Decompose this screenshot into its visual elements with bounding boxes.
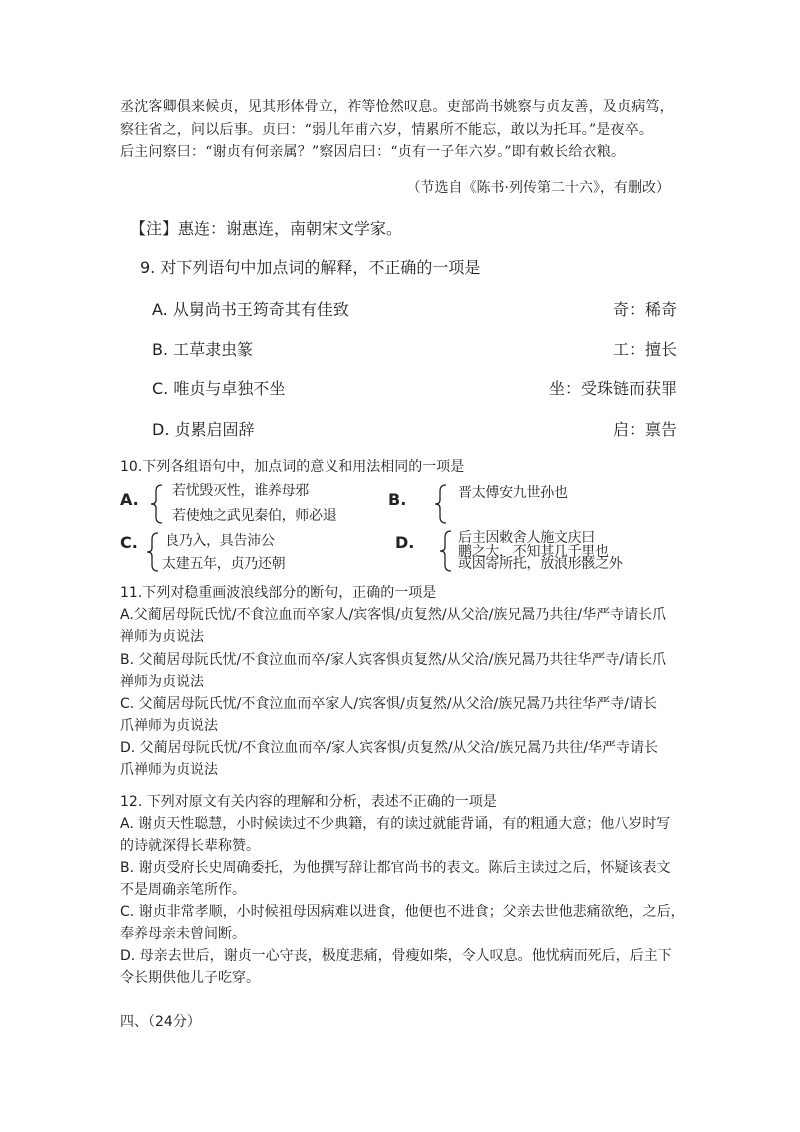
q11-option-a-line-2: 禅师为贞说法 bbox=[120, 629, 204, 645]
q11-option-d-line-2: 爪禅师为贞说法 bbox=[120, 762, 218, 778]
passage-line-2: 察往省之，问以后事。贞曰：“弱儿年甫六岁，情累所不能忘，敢以为托耳。”是夜卒。 bbox=[120, 122, 654, 138]
q10-option-d-line-1: 后主因敕舍人施文庆曰 bbox=[458, 530, 595, 546]
q9-option-b: B. 工草隶虫篆 bbox=[152, 340, 254, 359]
q11-option-b-line-1: B. 父蔺居母阮氏忧/不食泣血而卒/家人宾客惧贞复然/从父洽/族兄暠乃共往华严寺/请长爪 bbox=[120, 652, 667, 668]
q10-stem: 10.下列各组语句中，加点词的意义和用法相同的一项是 bbox=[120, 459, 465, 475]
q10-option-b-brace bbox=[434, 484, 448, 524]
q12-option-d-line-2: 令长期供他儿子吃穿。 bbox=[120, 970, 260, 986]
q9-option-c-gloss: 坐：受珠链而获罪 bbox=[548, 379, 677, 398]
q10-option-d-line-2: 鹏之大，不知其几千里也 bbox=[458, 544, 609, 560]
q10-option-c-line-1: 良乃入，具告沛公 bbox=[165, 533, 275, 549]
q11-option-c-line-1: C. 父蔺居母阮氏忧/不食泣血而卒家人/宾客惧/贞复然/从父洽/族兄暠乃共往华严寺/请长 bbox=[120, 696, 657, 712]
q12-option-a-line-2: 的诗就深得长辈称赞。 bbox=[120, 838, 260, 854]
q11-option-d-line-1: D. 父蔺居母阮氏忧/不食泣血而卒/家人宾客惧/贞复然/从父洽/族兄暠乃共往/华严寺请长 bbox=[120, 740, 658, 756]
q10-option-b-line-1: 晋太傅安九世孙也 bbox=[458, 485, 568, 501]
passage-line-3: 后主问察曰：“谢贞有何亲属？”察因启曰：“贞有一子年六岁。”即有敕长给衣粮。 bbox=[120, 144, 626, 160]
q11-stem: 11.下列对稳重画波浪线部分的断句，正确的一项是 bbox=[120, 585, 437, 601]
q9-option-d: D. 贞累启固辞 bbox=[152, 420, 255, 439]
q9-option-a: A. 从舅尚书王筠奇其有佳致 bbox=[152, 300, 349, 319]
q10-option-a-brace bbox=[150, 484, 164, 524]
annotation-note: 【注】惠连：谢惠连，南朝宋文学家。 bbox=[130, 219, 403, 238]
q9-option-d-gloss: 启：禀告 bbox=[612, 420, 677, 439]
q9-option-b-gloss: 工：擅长 bbox=[612, 340, 677, 359]
q10-option-a-line-2: 若使烛之武见秦伯，师必退 bbox=[172, 508, 337, 524]
q12-option-a-line-1: A. 谢贞天性聪慧，小时候读过不少典籍，有的读过就能背诵，有的粗通大意；他八岁时写 bbox=[120, 816, 671, 832]
source-citation: （节选自《陈书·列传第二十六》，有删改） bbox=[406, 180, 670, 196]
section-4-heading: 四、（24分） bbox=[120, 1014, 201, 1030]
q11-option-a-line-1: A.父蔺居母阮氏忧/不食泣血而卒家人/宾客惧/贞复然/从父洽/族兄暠乃共往/华严寺请长爪 bbox=[120, 607, 667, 623]
passage-line-1: 丞沈客卿俱来候贞，见其形体骨立，祚等怆然叹息。吏部尚书姚察与贞友善，及贞病笃， bbox=[120, 99, 674, 115]
q12-option-b-line-2: 不是周确亲笔所作。 bbox=[120, 882, 246, 898]
q9-option-a-gloss: 奇：稀奇 bbox=[612, 300, 677, 319]
q10-option-c-brace bbox=[146, 532, 160, 572]
q12-option-d-line-1: D. 母亲去世后，谢贞一心守丧，极度悲痛，骨瘦如柴，令人叹息。他忧病而死后，后主下 bbox=[120, 948, 672, 964]
q10-option-d-label: D. bbox=[395, 533, 415, 552]
q10-option-c-label: C. bbox=[120, 533, 138, 552]
q12-option-c-line-2: 奉养母亲未曾间断。 bbox=[120, 926, 246, 942]
q10-option-b-label: B. bbox=[388, 490, 407, 509]
q10-option-a-line-1: 若忧毁灭性，谁养母邪 bbox=[172, 483, 309, 499]
q12-option-b-line-1: B. 谢贞受府长史周确委托，为他撰写辞让都官尚书的表文。陈后主读过之后，怀疑该表文 bbox=[120, 860, 671, 876]
q9-option-c: C. 唯贞与卓独不坐 bbox=[152, 379, 286, 398]
q11-option-b-line-2: 禅师为贞说法 bbox=[120, 674, 204, 690]
q9-stem: 9. 对下列语句中加点词的解释，不正确的一项是 bbox=[140, 258, 481, 277]
q10-option-a-label: A. bbox=[120, 490, 139, 509]
q12-stem: 12. 下列对原文有关内容的理解和分析，表述不正确的一项是 bbox=[120, 794, 497, 810]
q10-option-d-line-3: 或因寄所托，放浪形骸之外 bbox=[458, 556, 623, 572]
q10-option-c-line-2: 太建五年，贞乃还朝 bbox=[162, 556, 286, 572]
q10-option-d-brace bbox=[439, 530, 453, 572]
q12-option-c-line-1: C. 谢贞非常孝顺，小时候祖母因病难以进食，他便也不进食；父亲去世他悲痛欲绝，之后， bbox=[120, 904, 685, 920]
q11-option-c-line-2: 爪禅师为贞说法 bbox=[120, 718, 218, 734]
